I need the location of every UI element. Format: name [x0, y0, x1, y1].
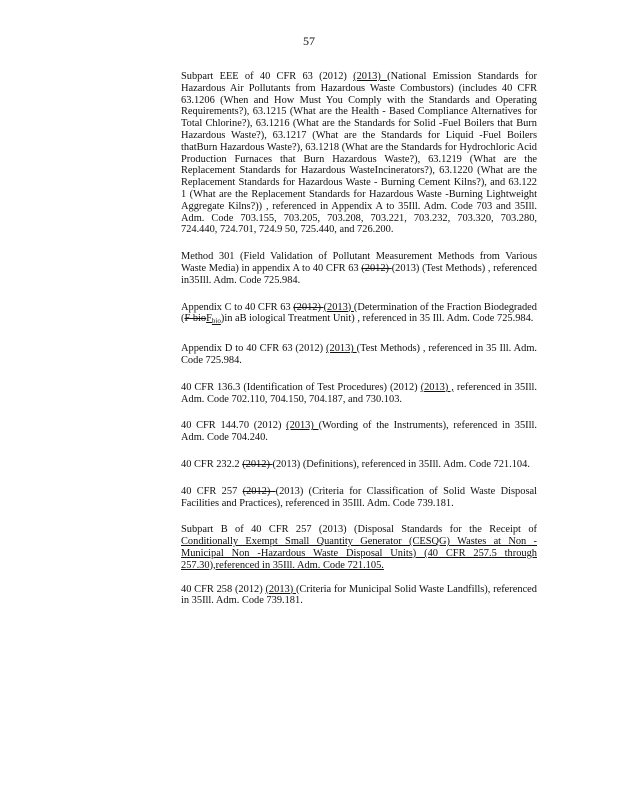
text-run: Appendix D to 40 CFR 63 (2012)	[181, 343, 327, 355]
deleted-text: (2012)	[242, 485, 276, 497]
paragraph-136-3	[181, 382, 537, 406]
deleted-text: F bio	[184, 313, 207, 325]
deleted-text: (2012)	[293, 301, 324, 313]
text-run: (Test Methods) , referenced in 35 Ill. Adm. Code 725.984.	[181, 343, 537, 366]
text-run: (2013) (Criteria for Classification of Solid Waste Disposal Facilities and Practices), referenced in 35Ill. Adm. Code 739.181.	[181, 485, 537, 509]
inserted-text: (2013)	[353, 71, 388, 82]
paragraph-144-70	[181, 420, 537, 444]
deleted-text: (2012)	[242, 458, 273, 470]
text-run: 40 CFR 144.70 (2012)	[181, 420, 287, 432]
inserted-text: (2013)	[323, 301, 354, 313]
inserted-text: F	[206, 313, 212, 325]
text-run: referenced in 35Ill. Adm. Code 702.110, 704.150, 704.187, and 730.103.	[181, 381, 537, 405]
paragraph-232-2	[181, 459, 537, 471]
text-run: (Wording of the Instruments), referenced in 35Ill. Adm. Code 704.240.	[181, 420, 537, 444]
text-run: Appendix C to 40 CFR 63	[181, 301, 294, 313]
text-run: 40 CFR 136.3 (Identification of Test Procedures) (2012)	[181, 381, 421, 393]
text-run: (National Emission Standards for Hazardous Air Pollutants from Hazardous Waste Combustors) (includes 40 CFR 63.1206 (When and How Must You Comply with the Standards and Operating Requirements?), 63.1215 (What are the Health - Based Compliance Alternatives for Total Chlorine?), 63.1216 (What are the Standards for Solid -Fuel Boilers that Burn Hazardous Waste?), 63.1217 (What are the Standards for Liquid -Fuel Boilers thatBurn Hazardous Waste?), 63.1218 (What are the Standards for Hydrochloric Acid Production Furnaces that Burn Hazardous Waste?), 63.1219 (What are the Replacement Standards for Hazardous WasteIncinerators?), 63.1220 (What are the Replacement Standards for Hazardous Waste - Burning Cement Kilns?), and 63.122 1 (What are the Replacement Standards for Hazardous Waste -Burning Lightweight Aggregate Kilns?)) , referenced in Appendix A to 35Ill. Adm. Code 703 and 35Ill. Adm. Code 703.155, 703.205, 703.208, 703.221, 703.232, 703.320, 703.280, 724.440, 724.701, 724.9 50, 725.440, and 726.200.	[181, 71, 538, 236]
text-run: (2013) (Definitions), referenced in 35Ill. Adm. Code 721.104.	[272, 458, 530, 470]
text-run: Method 301 (Field Validation of Pollutant Measurement Methods from Various Waste Media) in appendix A to 40 CFR 63	[181, 251, 537, 274]
paragraph-appendix-c	[181, 302, 537, 329]
text-run: 40 CFR 232.2	[181, 458, 243, 470]
text-run: (Determination of the Fraction Biodegraded (	[181, 301, 537, 325]
text-run: 40 CFR 258 (2012)	[181, 583, 266, 595]
text-run: )in aB iological Treatment Unit) , referenced in 35 Ill. Adm. Code 725.984.	[220, 313, 534, 325]
paragraph-method-301	[181, 251, 537, 286]
paragraph-257	[181, 486, 537, 510]
deleted-text: (2012)	[361, 262, 392, 274]
text-run: (2013) (Test Methods) , referenced in35Ill. Adm. Code 725.984.	[181, 262, 537, 286]
paragraph-subpart-b-257	[181, 524, 537, 571]
inserted-text: (2013)	[265, 583, 296, 595]
text-run: (Criteria for Municipal Solid Waste Landfills), referenced in 35Ill. Adm. Code 739.181.	[181, 583, 537, 607]
text-run: Subpart B of 40 CFR 257 (2013) (Disposal Standards for the Receipt of	[181, 524, 537, 536]
paragraph-subpart-eee	[181, 71, 537, 236]
text-run: 40 CFR 257	[181, 485, 243, 497]
text-run: Subpart EEE of 40 CFR 63 (2012)	[181, 71, 354, 82]
inserted-text: (2013)	[286, 420, 319, 432]
paragraph-258	[181, 584, 537, 608]
inserted-text: (2013) ,	[420, 381, 454, 393]
page-number: 57	[303, 34, 315, 48]
paragraph-appendix-d	[181, 343, 537, 367]
inserted-text: Conditionally Exempt Small Quantity Generator (CESQG) Wastes at Non -Municipal Non -Hazardous Waste Disposal Units) (40 CFR 257.5 through 257.30),referenced in 35Ill. Adm. Code 721.105.	[181, 536, 537, 571]
inserted-text: (2013)	[326, 343, 357, 355]
document-body	[181, 71, 537, 622]
subscript-text: bio	[211, 317, 221, 326]
